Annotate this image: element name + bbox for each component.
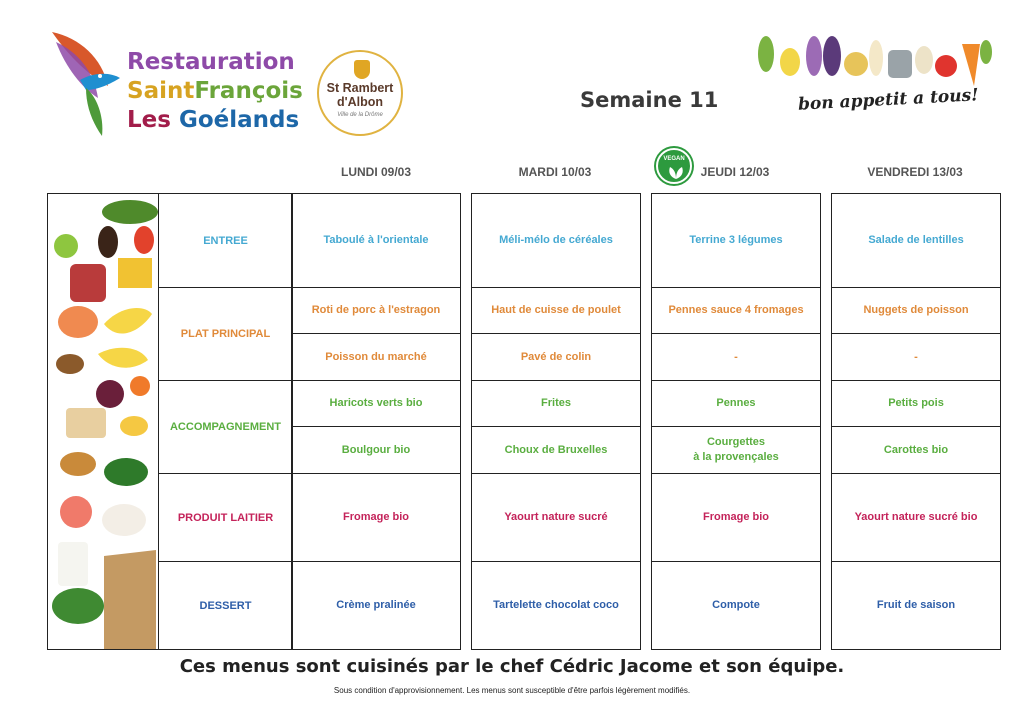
menu-plat-1: Pennes sauce 4 fromages	[668, 304, 804, 316]
menu-produit-laitier: Fromage bio	[342, 511, 409, 523]
week-title: Semaine 11	[580, 88, 719, 112]
menu-plat-2: -	[734, 350, 738, 363]
menu-accompagnement-2-line1: Courgettes	[706, 436, 766, 448]
menu-produit-laitier: Yaourt nature sucré bio	[854, 511, 978, 523]
food-illustration	[47, 193, 159, 650]
menu-accompagnement-2: Carottes bio	[883, 443, 949, 456]
brand-line-restauration: Restauration	[127, 49, 295, 75]
category-entree: ENTREE	[203, 234, 248, 247]
town-crest-icon	[354, 60, 370, 79]
category-plat-principal: PLAT PRINCIPAL	[180, 328, 271, 340]
menu-accompagnement-2	[652, 427, 820, 473]
menu-plat-1: Haut de cuisse de poulet	[491, 304, 621, 316]
menu-dessert: Tartelette chocolat coco	[493, 599, 619, 611]
day-header-jeudi: JEUDI 12/03	[700, 165, 770, 179]
menu-accompagnement-1: Petits pois	[888, 397, 944, 409]
day-column-lundi	[291, 193, 461, 650]
brand-line-saint-francois	[127, 77, 303, 106]
day-header-mardi: MARDI 10/03	[518, 165, 592, 179]
menu-produit-laitier: Fromage bio	[702, 511, 769, 523]
town-seal	[317, 50, 403, 136]
menu-accompagnement-2: Boulgour bio	[341, 443, 411, 456]
day-header-vendredi: VENDREDI 13/03	[867, 165, 963, 179]
town-name-line2: d'Albon	[336, 95, 383, 109]
day-column-vendredi	[831, 193, 1001, 650]
category-accompagnement: ACCOMPAGNEMENT	[169, 421, 281, 433]
menu-accompagnement-1: Haricots verts bio	[329, 397, 423, 409]
menu-accompagnement-2: Choux de Bruxelles	[504, 443, 608, 456]
brand-line-les-goelands	[127, 106, 303, 135]
category-produit-laitier: PRODUIT LAITIER	[177, 511, 274, 524]
day-column-jeudi	[651, 193, 821, 650]
footer-chef-credit: Ces menus sont cuisinés par le chef Cédric Jacome et son équipe.	[179, 656, 845, 677]
menu-accompagnement-1: Frites	[541, 397, 571, 409]
vegan-badge-label: VEGAN	[663, 156, 685, 162]
menu-entree: Terrine 3 légumes	[689, 234, 783, 246]
menu-dessert: Compote	[712, 599, 760, 611]
menu-dessert: Crème pralinée	[336, 599, 416, 611]
slogan-text: bon appetit a tous!	[797, 85, 980, 115]
menu-entree: Méli-mélo de céréales	[499, 234, 613, 246]
town-name	[319, 81, 401, 109]
menu-plat-2: Poisson du marché	[325, 350, 427, 363]
menu-dessert: Fruit de saison	[876, 599, 956, 611]
footer-disclaimer: Sous condition d'approvisionnement. Les menus sont susceptible d'être parfois légèrement modifiés.	[333, 686, 691, 695]
brand-francois: François	[194, 78, 303, 104]
menu-plat-1: Roti de porc à l'estragon	[311, 304, 441, 316]
restaurant-brand-name	[127, 48, 303, 135]
category-column	[158, 193, 293, 650]
vegetable-characters-icon	[748, 32, 993, 94]
town-subtitle: Ville de la Drôme	[337, 112, 383, 118]
menu-entree: Taboulé à l'orientale	[323, 234, 429, 246]
menu-produit-laitier: Yaourt nature sucré	[504, 511, 608, 523]
brand-les: Les	[127, 107, 179, 133]
menu-plat-1: Nuggets de poisson	[863, 304, 969, 316]
menu-accompagnement-1: Pennes	[716, 397, 756, 409]
brand-saint: Saint	[127, 78, 195, 104]
restaurant-bird-logo-icon	[50, 28, 122, 138]
day-header-lundi: LUNDI 09/03	[340, 165, 412, 179]
category-dessert: DESSERT	[199, 599, 252, 612]
town-name-line1: St Rambert	[326, 81, 394, 95]
day-column-mardi	[471, 193, 641, 650]
food-ingredients-icon	[48, 194, 158, 649]
menu-entree: Salade de lentilles	[868, 234, 964, 246]
menu-plat-2: -	[914, 350, 918, 363]
menu-accompagnement-2-line2: à la provençales	[693, 451, 779, 463]
menu-plat-2: Pavé de colin	[520, 350, 592, 363]
brand-goelands: Goélands	[178, 107, 300, 133]
